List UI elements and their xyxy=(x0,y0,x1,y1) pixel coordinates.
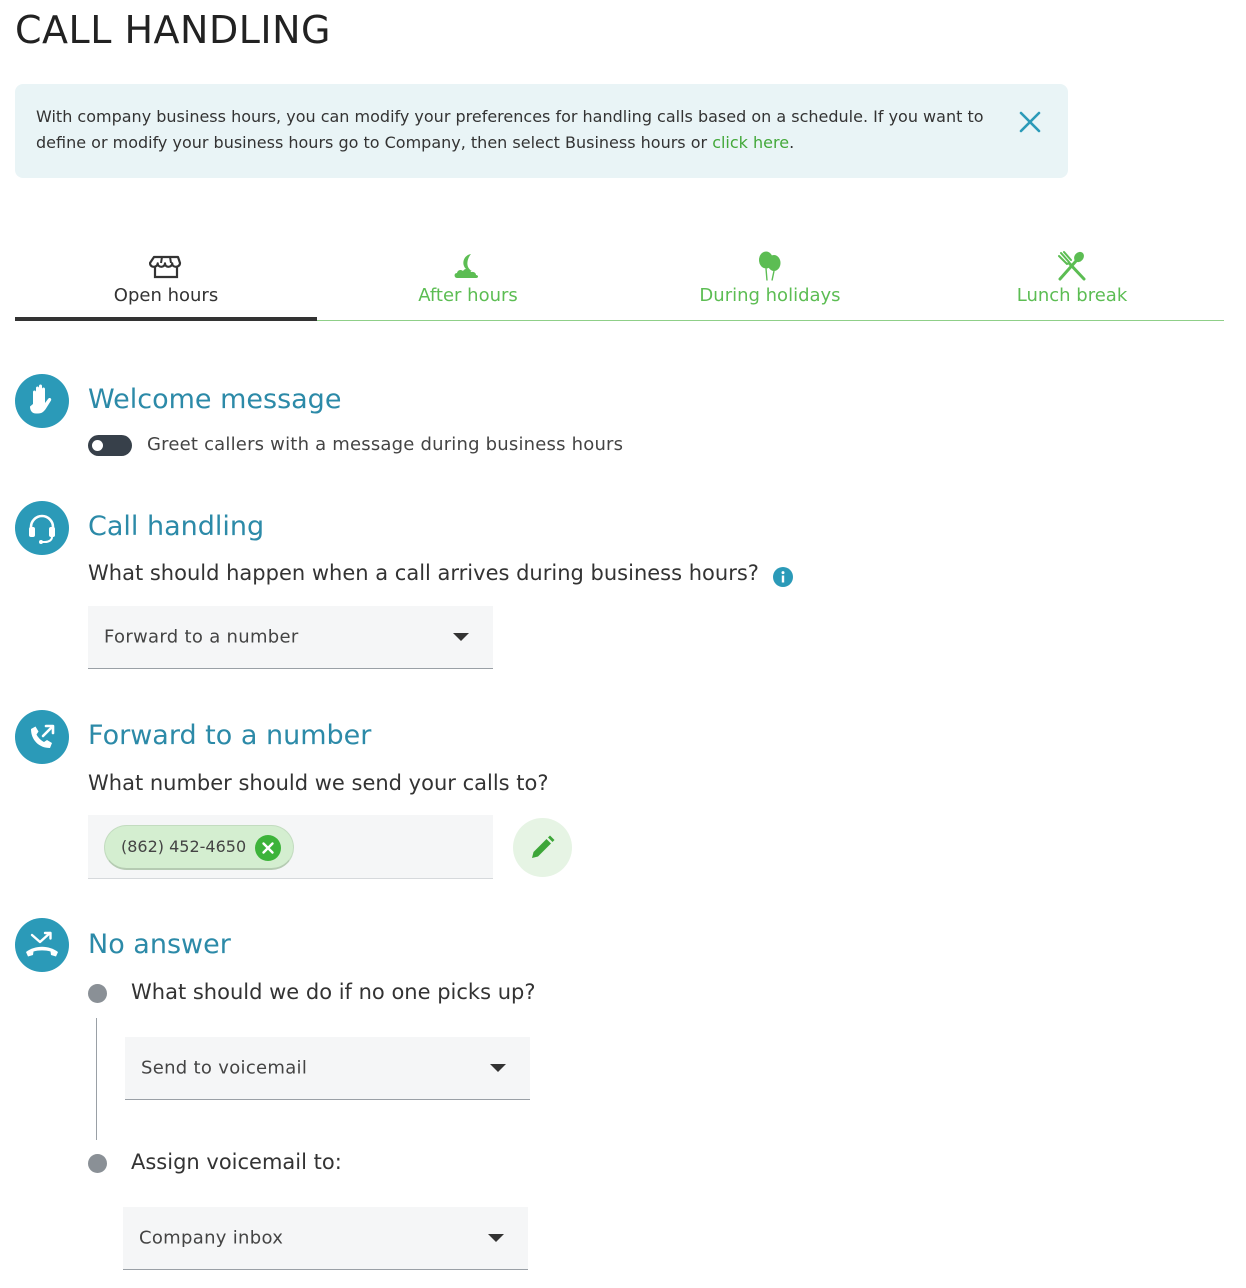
banner-suffix: . xyxy=(789,133,795,152)
tab-open-hours[interactable] xyxy=(15,245,317,321)
tab-lunch-break[interactable] xyxy=(921,245,1223,321)
tab-label: Open hours xyxy=(113,285,219,306)
remove-number-icon[interactable] xyxy=(255,835,281,861)
chevron-down-icon xyxy=(490,1064,506,1072)
click-here-link[interactable]: click here xyxy=(712,133,790,152)
tab-label: After hours xyxy=(418,285,518,306)
welcome-message-toggle[interactable] xyxy=(88,435,132,456)
phone-number-field[interactable] xyxy=(88,815,493,879)
fork-spoon-icon xyxy=(1055,249,1089,283)
forward-question: What number should we send your calls to? xyxy=(88,771,549,795)
missed-call-icon xyxy=(15,918,69,972)
banner-message: With company business hours, you can modify your preferences for handling calls based on a schedule. If you want to define or modify your business hours go to Company, then select Business hours or xyxy=(36,107,984,152)
schedule-tabs xyxy=(15,245,1224,321)
moon-cloud-icon xyxy=(451,249,485,283)
welcome-toggle-label: Greet callers with a message during business hours xyxy=(147,434,624,455)
balloons-icon xyxy=(753,249,787,283)
banner-text xyxy=(36,104,996,156)
call-handling-question: What should happen when a call arrives during business hours? xyxy=(88,561,759,585)
forward-to-number-title: Forward to a number xyxy=(88,720,372,751)
chevron-down-icon xyxy=(453,633,469,641)
phone-number-chip xyxy=(104,825,294,870)
edit-number-button[interactable] xyxy=(513,818,572,877)
phone-number: (862) 452-4650 xyxy=(121,837,247,856)
storefront-icon xyxy=(149,249,183,283)
info-icon[interactable] xyxy=(773,567,793,587)
info-banner xyxy=(15,84,1068,178)
tab-during-holidays[interactable] xyxy=(619,245,921,321)
select-value: Send to voicemail xyxy=(141,1057,308,1079)
tab-label: Lunch break xyxy=(1016,285,1128,306)
headset-icon xyxy=(15,501,69,555)
toggle-knob xyxy=(92,440,103,451)
tab-label: During holidays xyxy=(699,285,841,306)
pencil-icon xyxy=(529,834,556,861)
welcome-message-title: Welcome message xyxy=(88,384,342,415)
assign-voicemail-question: Assign voicemail to: xyxy=(131,1150,342,1174)
voicemail-assignee-select[interactable] xyxy=(123,1207,528,1270)
page-title: CALL HANDLING xyxy=(15,8,331,52)
select-value: Company inbox xyxy=(139,1227,284,1249)
no-answer-action-select[interactable] xyxy=(125,1037,530,1100)
call-handling-title: Call handling xyxy=(88,511,265,542)
chevron-down-icon xyxy=(488,1234,504,1242)
tab-after-hours[interactable] xyxy=(317,245,619,321)
waving-hand-icon xyxy=(15,374,69,428)
no-answer-title: No answer xyxy=(88,929,231,960)
no-answer-question: What should we do if no one picks up? xyxy=(131,980,536,1004)
close-icon[interactable] xyxy=(1016,108,1044,136)
select-value: Forward to a number xyxy=(104,626,299,648)
call-action-select[interactable] xyxy=(88,606,493,669)
step-marker xyxy=(88,1154,107,1173)
step-connector xyxy=(96,1018,97,1140)
step-marker xyxy=(88,984,107,1003)
phone-forward-icon xyxy=(15,710,69,764)
